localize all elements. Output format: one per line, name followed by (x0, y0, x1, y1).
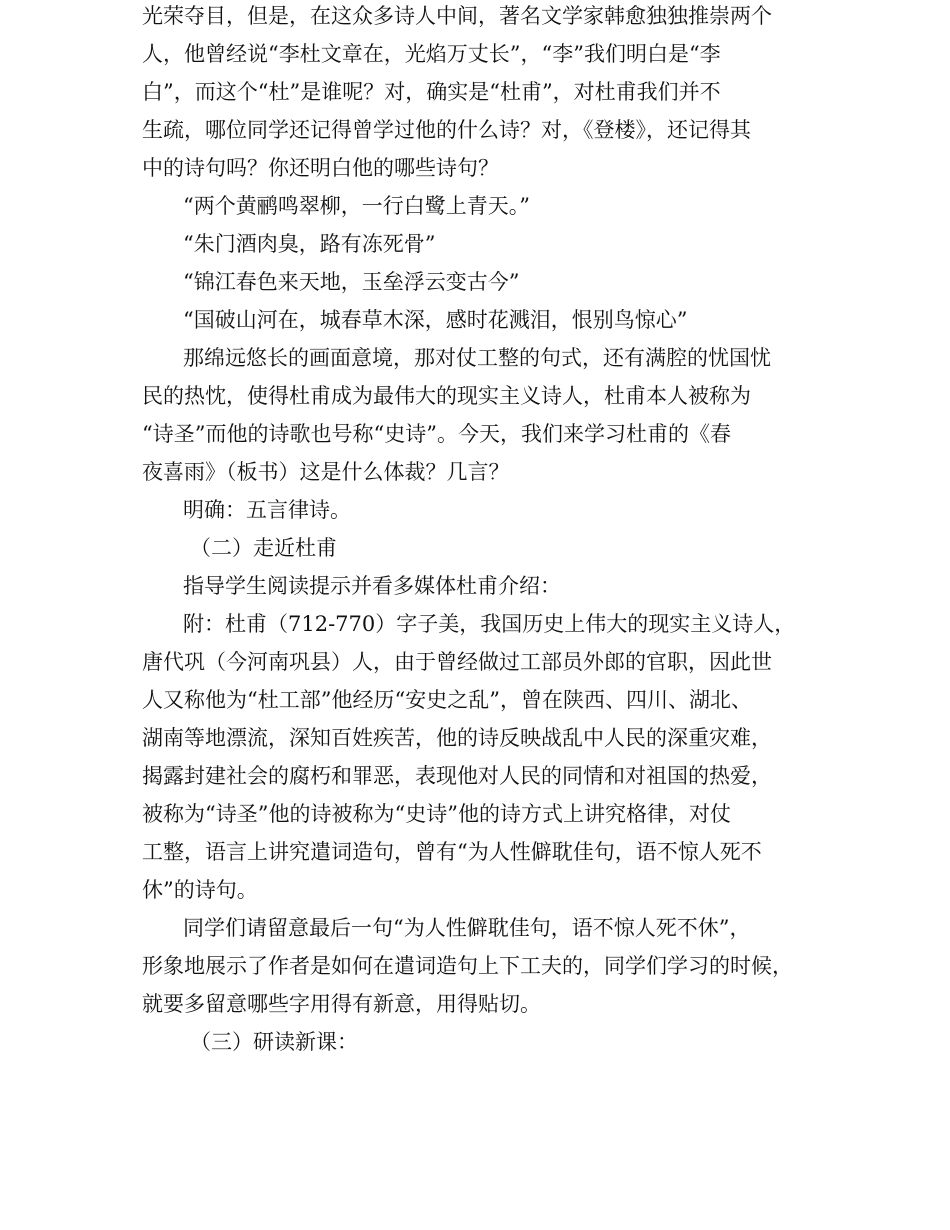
text-line: 夜喜雨》（板书）这是什么体裁？几言？ (142, 460, 510, 484)
text-line: 人，他曾经说“李杜文章在，光焰万丈长”，“李”我们明白是“李 (142, 42, 721, 66)
paragraph-first-line: 附：杜甫（712-770）字子美，我国历史上伟大的现实主义诗人， (183, 612, 796, 636)
answer-line: 明确：五言律诗。 (183, 498, 351, 522)
text-line: 被称为“诗圣”他的诗被称为“史诗”他的诗方式上讲究格律，对仗 (142, 802, 731, 826)
text-line: 就要多留意哪些字用得有新意，用得贴切。 (142, 992, 541, 1016)
text-line: 休”的诗句。 (142, 878, 258, 902)
text-line: 形象地展示了作者是如何在遣词造句上下工夫的，同学们学习的时候， (142, 954, 793, 978)
text-line: 民的热忱，使得杜甫成为最伟大的现实主义诗人，杜甫本人被称为 (142, 384, 751, 408)
section-heading: （二）走近杜甫 (190, 536, 337, 560)
paragraph-first-line: 指导学生阅读提示并看多媒体杜甫介绍： (183, 574, 561, 598)
text-line: 生疏，哪位同学还记得曾学过他的什么诗？对，《登楼》，还记得其 (142, 118, 751, 142)
text-line: 中的诗句吗？你还明白他的哪些诗句？ (142, 156, 499, 180)
text-line: 工整，语言上讲究遣词造句，曾有“为人性僻耽佳句，语不惊人死不 (142, 840, 762, 864)
paragraph-first-line: 那绵远悠长的画面意境，那对仗工整的句式，还有满腔的忧国忧 (183, 346, 771, 370)
text-line: 白”，而这个“杜”是谁呢？对，确实是“杜甫”，对杜甫我们并不 (142, 80, 721, 104)
text-line: 唐代巩（今河南巩县）人，由于曾经做过工部员外郎的官职，因此世 (142, 650, 772, 674)
paragraph-first-line: 同学们请留意最后一句“为人性僻耽佳句，语不惊人死不休”， (183, 916, 751, 940)
text-line: 光荣夺目，但是，在这众多诗人中间，著名文学家韩愈独独推崇两个 (142, 4, 772, 28)
text-line: “诗圣”而他的诗歌也号称“史诗”。今天，我们来学习杜甫的《春 (142, 422, 731, 446)
poem-quote-line: “国破山河在，城春草木深，感时花溅泪，恨别鸟惊心” (183, 308, 688, 332)
poem-quote-line: “两个黄鹂鸣翠柳，一行白鹭上青天。” (183, 194, 530, 218)
poem-quote-line: “锦江春色来天地，玉垒浮云变古今” (183, 270, 520, 294)
text-line: 湖南等地漂流，深知百姓疾苦，他的诗反映战乱中人民的深重灾难， (142, 726, 772, 750)
text-line: 人又称他为“杜工部”他经历“安史之乱”，曾在陕西、四川、湖北、 (142, 688, 752, 712)
text-line: 揭露封建社会的腐朽和罪恶，表现他对人民的同情和对祖国的热爱， (142, 764, 772, 788)
section-heading: （三）研读新课： (190, 1030, 358, 1054)
poem-quote-line: “朱门酒肉臭，路有冻死骨” (183, 232, 436, 256)
